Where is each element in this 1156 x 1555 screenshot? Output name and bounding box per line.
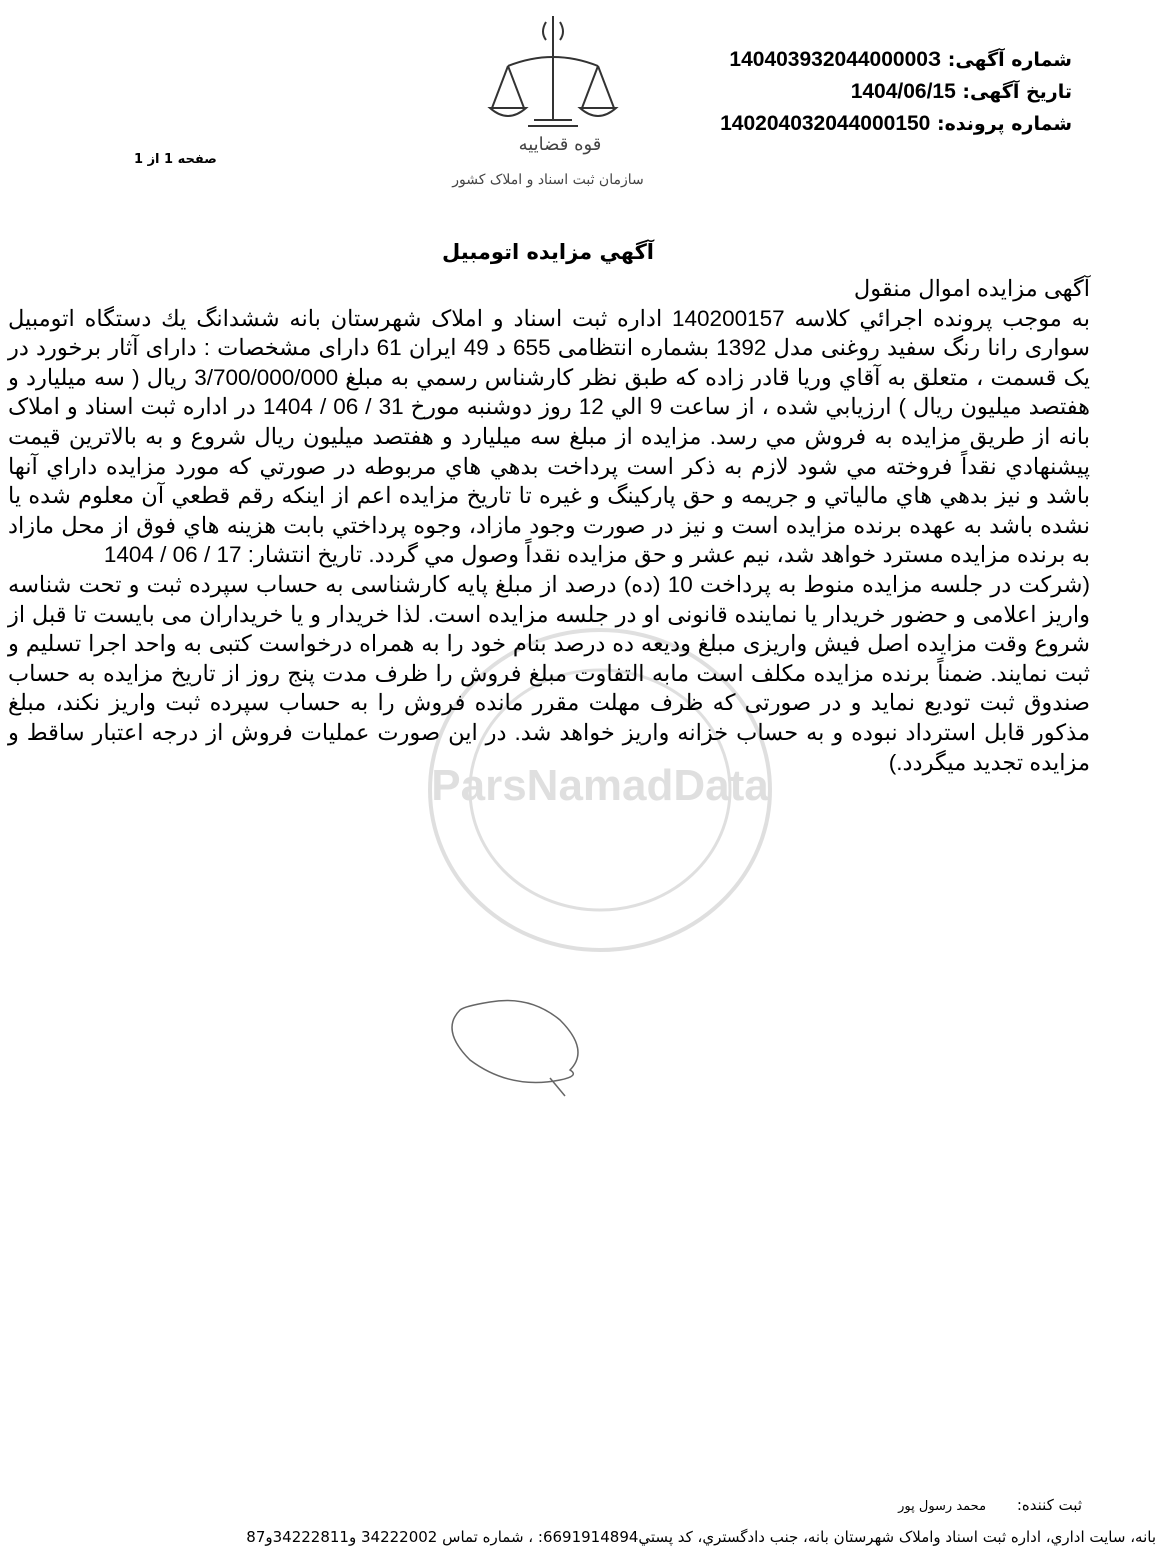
notice-heading: آگهی مزایده اموال منقول [853, 276, 1090, 301]
notice-paragraph-conditions: (شرکت در جلسه مزایده منوط به پرداخت 10 (ده) درصد از مبلغ پایه کارشناسی به حساب سپرده ثبت و تحت شناسه واریز اعلامی و حضور خریدار یا نماینده قانونی او در جلسه مزایده است. لذا خریدار و یا خریداران می بایست تا قبل از شروع وقت مزایده اصل فیش واریزی مبلغ ودیعه ده درصد بنام خود را به همراه درخواست کتبی به واحد اجرا تسلیم و ثبت نمایند. ضمناً برنده مزایده مکلف است مابه التفاوت مبلغ فروش را ظرف مدت پنج روز از تاریخ مزایده به حساب صندوق ثبت تودیع نماید و در صورتی که ظرف مهلت مقرر مانده فروش را به حساب سپرده ثبت واریز نکند، مبلغ مذکور قابل استرداد نبوده و به حساب خزانه واریز خواهد شد. در این صورت عملیات فروش از درجه اعتبار ساقط و مزایده تجدید میگردد.) [8, 571, 1091, 775]
watermark-text: ParsNamadData [431, 761, 769, 810]
page-number: صفحه 1 از 1 [134, 152, 217, 167]
registrar-name: محمد رسول پور [898, 1499, 987, 1514]
file-number: 140204032044000150 [720, 112, 931, 135]
notice-paragraph-main: به موجب پرونده اجرائي كلاسه 140200157 اداره ثبت اسناد و املاک شهرستان بانه ششدانگ يك دستگاه اتومبیل سواری رانا رنگ سفيد روغنی مدل 1392 بشماره انتظامی 655 د 49 ایران 61 دارای مشخصات : دارای آثار برخورد در یک قسمت ، متعلق به آقاي وريا قادر زاده که طبق نظر کارشناس رسمي به مبلغ 3/700/000/000 ريال ( سه میلیارد و هفتصد میلیون ريال ) ارزيابي شده ، از ساعت 9 الي 12 روز دوشنبه مورخ 31 / 06 / 1404 در اداره ثبت اسناد و املاک بانه از طريق مزايده به فروش مي رسد. مزايده از مبلغ سه میلیارد و هفتصد میلیون ريال شروع و به بالاترين قيمت پيشنهادي نقداً فروخته مي شود لازم به ذکر است پرداخت بدهي هاي مربوطه در صورتي که مورد مزايده داراي آنها باشد و نيز بدهي هاي مالياتي و جريمه و حق پارکينگ و غيره تا تاريخ مزايده اعم از اينکه رقم قطعي آن معلوم شده يا نشده باشد به عهده برنده مزايده است و نيز در صورت وجود مازاد، وجوه پرداختي بابت هزينه هاي فوق از محل مازاد به برنده مزايده مسترد خواهد شد، نيم عشر و حق مزايده نقداً وصول مي گردد. تاريخ انتشار: 17 / 06 / 1404 [8, 305, 1091, 568]
notice-body [8, 274, 1090, 777]
notice-number: 14040393204400000З [729, 48, 942, 71]
notice-date-label: تاریخ آگهی: [962, 81, 1072, 103]
notice-number-label: شماره آگهی: [947, 49, 1072, 71]
notice-date: 1404/06/15 [850, 80, 956, 103]
registrar [898, 1496, 1082, 1514]
file-number-label: شماره پرونده: [936, 113, 1072, 135]
registrar-label: ثبت کننده: [1016, 1496, 1082, 1514]
office-address: بانه، سايت اداري، اداره ثبت اسناد واملاک شهرستان بانه، جنب دادگستري، کد پستي6691914894: ، شماره تماس 34222002 و34222811و87 [246, 1528, 1156, 1546]
file-number-row [720, 108, 1072, 140]
logo-subtext: سازمان ثبت اسناد و املاک کشور [452, 172, 644, 188]
signature [430, 990, 610, 1100]
notice-number-row [720, 44, 1072, 76]
notice-date-row [720, 76, 1072, 108]
logo-text: قوه قضاییه [518, 134, 602, 155]
notice-meta [720, 44, 1072, 140]
judiciary-logo [452, 8, 644, 198]
document-title: آگهي مزايده اتومبيل [442, 240, 654, 264]
